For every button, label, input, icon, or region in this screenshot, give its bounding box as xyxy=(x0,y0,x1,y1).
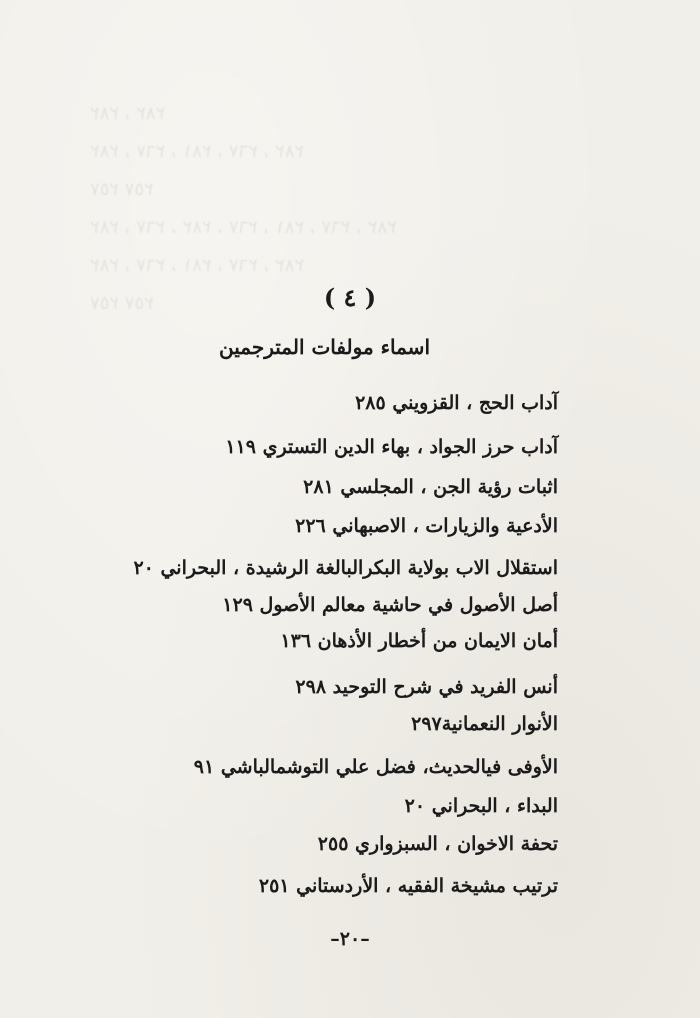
list-item: استقلال الاب بولاية البكرالبالغة الرشيدة ، البحراني ٢٠ xyxy=(133,557,558,579)
list-item: أنس الفريد في شرح التوحيد ٢٩٨ xyxy=(295,676,558,698)
list-item: آداب حرز الجواد ، بهاء الدين التستري ١١٩ xyxy=(225,436,558,458)
bleed-through-line: ٢٨٢ ، ٢٦٧ ، ٢٨٢ ، ٢٦٧ ، ٢٨١ ، ٢٦٧ ، ٢٨٢ xyxy=(90,217,397,238)
list-item: أصل الأصول في حاشية معالم الأصول ١٢٩ xyxy=(222,594,558,616)
list-item: الأوفى فيالحديث، فضل علي التوشمالباشي ٩١ xyxy=(193,756,558,778)
list-item: الأدعية والزيارات ، الاصبهاني ٢٢٦ xyxy=(295,515,558,537)
list-item: أمان الايمان من أخطار الأذهان ١٣٦ xyxy=(280,630,558,652)
list-item: تحفة الاخوان ، السبزواري ٢٥٥ xyxy=(317,833,558,855)
bleed-through-line: ٢٨٢ ، ٢٦٧ ، ٢٨١ ، ٢٦٧ ، ٢٨٢ xyxy=(90,255,305,276)
list-item: البداء ، البحراني ٢٠ xyxy=(404,795,558,817)
list-item: ترتيب مشيخة الفقيه ، الأردستاني ٢٥١ xyxy=(258,875,558,897)
bleed-through-line: ٢٨٢ ، ٢٦٧ ، ٢٨١ ، ٢٦٧ ، ٢٨٢ xyxy=(90,141,305,162)
section-title: اسماء مولفات المترجمين xyxy=(219,335,430,359)
bleed-through-line: ٢٥٧ ٢٥٧ xyxy=(90,179,154,200)
bleed-through-line: ٢٨٢ ، ٢٨٢ xyxy=(90,103,166,124)
page-number: –٢٠– xyxy=(330,928,370,950)
bleed-through-line: ٢٥٧ ٢٥٧ xyxy=(90,293,154,314)
list-item: اثبات رؤية الجن ، المجلسي ٢٨١ xyxy=(303,476,558,498)
list-item: آداب الحج ، القزويني ٢٨٥ xyxy=(355,392,558,414)
section-number: ( ٤ ) xyxy=(323,283,377,312)
list-item: الأنوار النعمانية٢٩٧ xyxy=(411,713,558,735)
